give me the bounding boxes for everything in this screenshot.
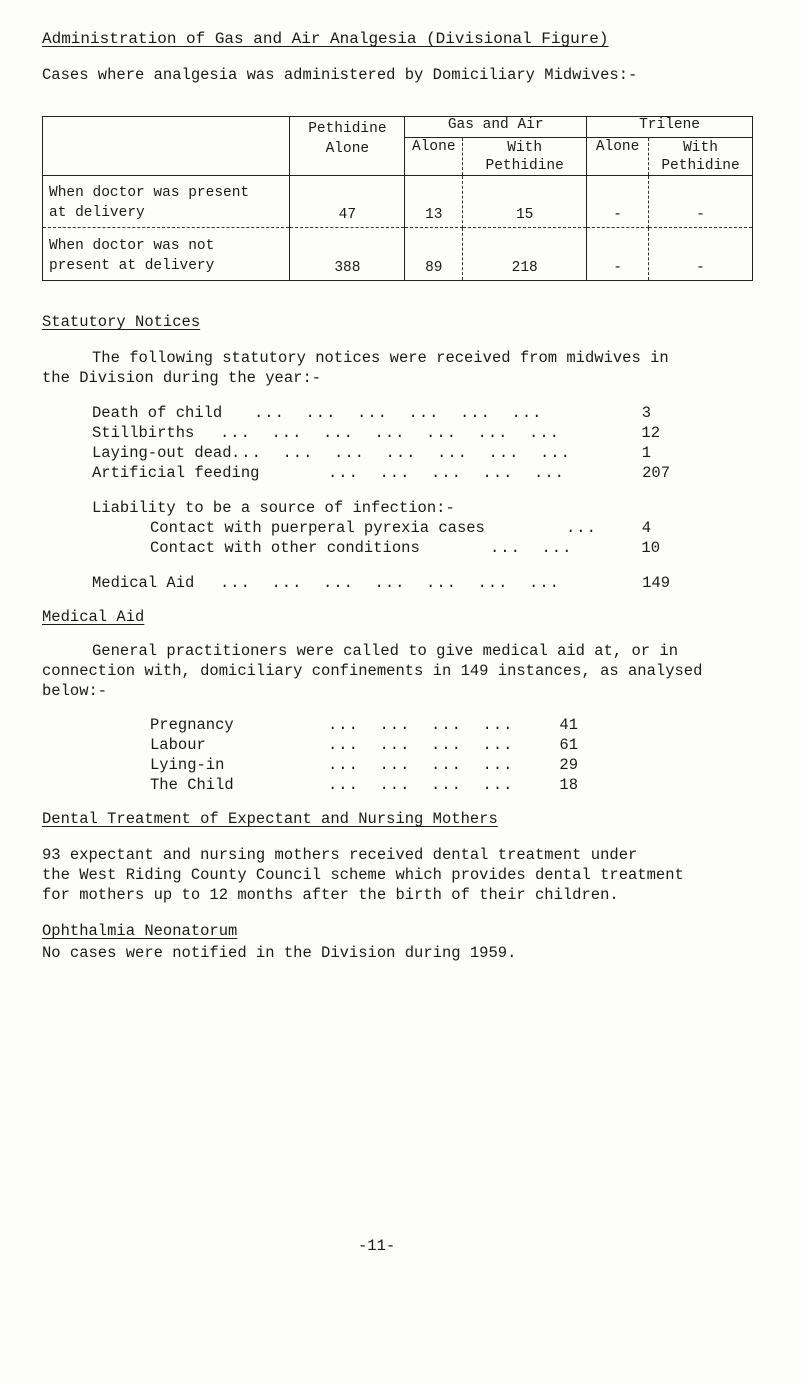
gas-with-header: With Pethidine: [463, 138, 587, 176]
leader-dots: ... ... ... ... ... ... ...: [220, 574, 560, 592]
list-item-value: 3: [641, 404, 651, 422]
table-row: [43, 176, 753, 228]
medical-aid-para-line1: General practitioners were called to give medical aid at, or in: [92, 642, 678, 660]
leader-dots: ... ...: [490, 539, 573, 557]
statutory-para-line2: the Division during the year:-: [42, 369, 322, 387]
gas-alone-cell: 13: [405, 176, 463, 228]
gas-with-cell: 218: [463, 228, 587, 281]
gas-alone-cell: 89: [405, 228, 463, 281]
page-number: -11-: [358, 1237, 396, 1255]
list-item-label: Stillbirths: [92, 424, 195, 442]
gas-air-header: Gas and Air: [405, 117, 587, 138]
dental-line1: 93 expectant and nursing mothers received dental treatment under: [42, 846, 638, 864]
leader-dots: ... ... ... ...: [328, 756, 514, 774]
trilene-alone-cell: -: [587, 176, 649, 228]
list-item-value: 61: [559, 736, 578, 754]
medical-aid-para-line2: connection with, domiciliary confinements in 149 instances, as analysed: [42, 662, 703, 680]
list-item-value: 12: [641, 424, 660, 442]
dental-heading: Dental Treatment of Expectant and Nursing Mothers: [42, 810, 498, 828]
leader-dots: ... ... ... ... ...: [328, 464, 565, 482]
medical-aid-para-line3: below:-: [42, 682, 108, 700]
list-item-value: 149: [642, 574, 670, 592]
leader-dots: ...: [566, 519, 597, 537]
dental-line3: for mothers up to 12 months after the birth of their children.: [42, 886, 619, 904]
list-item-label: The Child: [150, 776, 234, 794]
pethidine-header: Pethidine Alone: [290, 117, 405, 176]
gas-alone-header: Alone: [405, 138, 463, 176]
row-label: When doctor was not present at delivery: [43, 228, 290, 281]
gas-with-cell: 15: [463, 176, 587, 228]
list-item-label: Contact with other conditions: [150, 539, 420, 557]
trilene-alone-header: Alone: [587, 138, 649, 176]
trilene-with-cell: -: [649, 176, 753, 228]
list-item-value: 1: [641, 444, 651, 462]
analgesia-table: [42, 116, 753, 281]
table-corner-cell: [43, 117, 290, 176]
leader-dots: ... ... ... ...: [328, 736, 514, 754]
leader-dots: ... ... ... ... ... ... ...: [231, 444, 571, 462]
list-item-value: 29: [559, 756, 578, 774]
liability-label: Liability to be a source of infection:-: [92, 499, 455, 517]
pethidine-alone-cell: 388: [290, 228, 405, 281]
list-item-value: 41: [559, 716, 578, 734]
list-item-label: Medical Aid: [92, 574, 195, 592]
leader-dots: ... ... ... ... ... ... ...: [220, 424, 560, 442]
table-row: [43, 228, 753, 281]
statutory-para-line1: The following statutory notices were received from midwives in: [92, 349, 669, 367]
list-item-value: 18: [559, 776, 578, 794]
list-item-label: Death of child: [92, 404, 223, 422]
list-item-label: Lying-in: [150, 756, 225, 774]
trilene-with-cell: -: [649, 228, 753, 281]
list-item-label: Laying-out dead: [92, 444, 232, 462]
trilene-alone-cell: -: [587, 228, 649, 281]
statutory-heading: Statutory Notices: [42, 313, 201, 331]
page-heading: Administration of Gas and Air Analgesia (Divisional Figure): [42, 30, 609, 48]
list-item-label: Pregnancy: [150, 716, 234, 734]
list-item-label: Contact with puerperal pyrexia cases: [150, 519, 485, 537]
list-item-value: 10: [641, 539, 660, 557]
list-item-label: Artificial feeding: [92, 464, 260, 482]
pethidine-alone-cell: 47: [290, 176, 405, 228]
trilene-with-header: With Pethidine: [649, 138, 753, 176]
list-item-value: 207: [642, 464, 670, 482]
ophthalmia-heading: Ophthalmia Neonatorum: [42, 922, 238, 940]
ophthalmia-text: No cases were notified in the Division during 1959.: [42, 944, 517, 962]
leader-dots: ... ... ... ...: [328, 776, 514, 794]
row-label: When doctor was present at delivery: [43, 176, 290, 228]
leader-dots: ... ... ... ... ... ...: [254, 404, 543, 422]
trilene-header: Trilene: [587, 117, 753, 138]
dental-line2: the West Riding County Council scheme which provides dental treatment: [42, 866, 684, 884]
list-item-value: 4: [641, 519, 651, 537]
medical-aid-heading: Medical Aid: [42, 608, 145, 626]
list-item-label: Labour: [150, 736, 206, 754]
leader-dots: ... ... ... ...: [328, 716, 514, 734]
intro-text: Cases where analgesia was administered by Domiciliary Midwives:-: [42, 66, 638, 84]
